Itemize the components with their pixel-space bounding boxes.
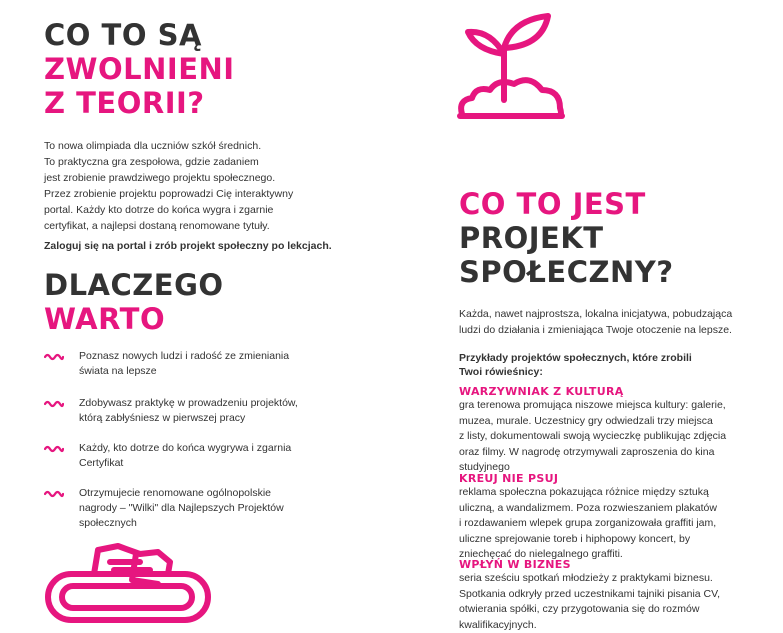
intro-call-to-action: Zaloguj się na portal i zrób projekt społeczny po lekcjach.: [44, 240, 332, 252]
example-title: KREUJ NIE PSUJ: [459, 472, 559, 485]
list-item-text: [79, 396, 329, 426]
example-line: seria sześciu spotkań młodzieży z praktykami biznesu.: [459, 572, 713, 584]
joined-hands-icon: [40, 540, 220, 633]
example-description: [459, 571, 720, 633]
example-line: z listy, dokumentowali swoją wycieczkę publikując zdjęcia: [459, 430, 727, 442]
example-line: uliczną, a wandalizmem. Poza rozwieszaniem plakatów: [459, 501, 717, 514]
why-heading: [44, 268, 224, 336]
example-line: i rozdawaniem wlepek grupa zorganizowała graffiti jam,: [459, 517, 717, 529]
list-item-line: Każdy, kto dotrze do końca wygrywa i zgarnia: [79, 442, 292, 454]
example-block: [459, 385, 726, 476]
list-item-line: świata na lepsze: [79, 365, 157, 377]
intro-line: certyfikat, a najlepsi dostaną renomowane tytuły.: [44, 220, 270, 232]
example-line: oraz filmy. W nagrodę otrzymywali zaproszenia do kina: [459, 445, 715, 458]
example-line: zniechęcać do nielegalnego graffiti.: [459, 548, 623, 560]
example-line: reklama społeczna pokazująca różnice między sztuką: [459, 486, 709, 498]
project-intro: [459, 306, 732, 338]
example-description: [459, 485, 717, 563]
list-item-line: Certyfikat: [79, 457, 124, 469]
main-heading: [44, 18, 235, 120]
example-line: gra terenowa promująca niszowe miejsca kultury: galerie,: [459, 399, 726, 411]
why-heading-line-2: WARTO: [44, 302, 166, 336]
example-description: [459, 398, 726, 476]
main-heading-line-1: CO TO SĄ: [44, 18, 202, 52]
sprout-icon: [456, 12, 576, 124]
intro-line: To nowa olimpiada dla uczniów szkół średnich.: [44, 140, 262, 152]
examples-header: [459, 351, 692, 379]
project-heading: [459, 187, 674, 289]
example-block: [459, 558, 720, 633]
intro-line: Przez zrobienie projektu poprowadzi Cię interaktywny: [44, 188, 294, 200]
wave-bullet-icon: [44, 445, 64, 453]
project-heading-line-2: PROJEKT: [459, 221, 604, 255]
example-block: [459, 472, 717, 563]
list-item-line: Zdobywasz praktykę w prowadzeniu projektów,: [79, 397, 298, 409]
wave-bullet-icon: [44, 490, 64, 498]
project-intro-line: Każda, nawet najprostsza, lokalna inicjatywa, pobudzająca: [459, 308, 733, 320]
example-line: studyjnego: [459, 461, 510, 473]
example-title: WPŁYŃ W BIZNES: [459, 558, 571, 571]
wave-bullet-icon: [44, 400, 64, 408]
example-line: Spotkania odkryły przed uczestnikami tajniki pisania CV,: [459, 587, 721, 600]
examples-header-line: Twoi rówieśnicy:: [459, 366, 543, 378]
project-heading-line-3: SPOŁECZNY?: [459, 255, 674, 289]
project-heading-line-1: CO TO JEST: [459, 187, 646, 221]
wave-bullet-icon: [44, 353, 64, 361]
example-line: muzea, murale. Uczestnicy gry odwiedzali trzy miejsca: [459, 414, 713, 427]
list-item-text: [79, 441, 329, 471]
intro-line: To praktyczna gra zespołowa, gdzie zadaniem: [44, 156, 259, 168]
list-item-line: nagrody – "Wilki" dla Najlepszych Projektów: [79, 502, 284, 514]
intro-line: jest zrobienie prawdziwego projektu społecznego.: [44, 172, 276, 184]
example-line: uliczne sprejowanie toreb i hiphopowy koncert, by: [459, 532, 691, 545]
project-intro-line: ludzi do działania i zmieniająca Twoje otoczenie na lepsze.: [459, 324, 732, 336]
examples-header-line: Przykłady projektów społecznych, które zrobili: [459, 352, 692, 364]
why-heading-line-1: DLACZEGO: [44, 268, 224, 302]
main-heading-line-3: Z TEORII?: [44, 86, 205, 120]
list-item-line: Poznasz nowych ludzi i radość ze zmieniania: [79, 350, 290, 362]
list-item-text: [79, 349, 329, 379]
intro-paragraph: [44, 138, 332, 254]
list-item-line: którą zabłyśniesz w pierwszej pracy: [79, 412, 246, 424]
example-line: otwierania spółki, czy przygotowania się do rozmów: [459, 603, 700, 615]
list-item-line: Otrzymujecie renomowane ogólnopolskie: [79, 487, 272, 499]
example-line: kwalifikacyjnych.: [459, 618, 537, 631]
intro-line: portal. Każdy kto dotrze do końca wygra i zgarnie: [44, 204, 274, 216]
list-item-text: [79, 486, 329, 531]
main-heading-line-2: ZWOLNIENI: [44, 52, 235, 86]
example-title: WARZYWNIAK Z KULTURĄ: [459, 385, 624, 398]
list-item-line: społecznych: [79, 517, 137, 529]
